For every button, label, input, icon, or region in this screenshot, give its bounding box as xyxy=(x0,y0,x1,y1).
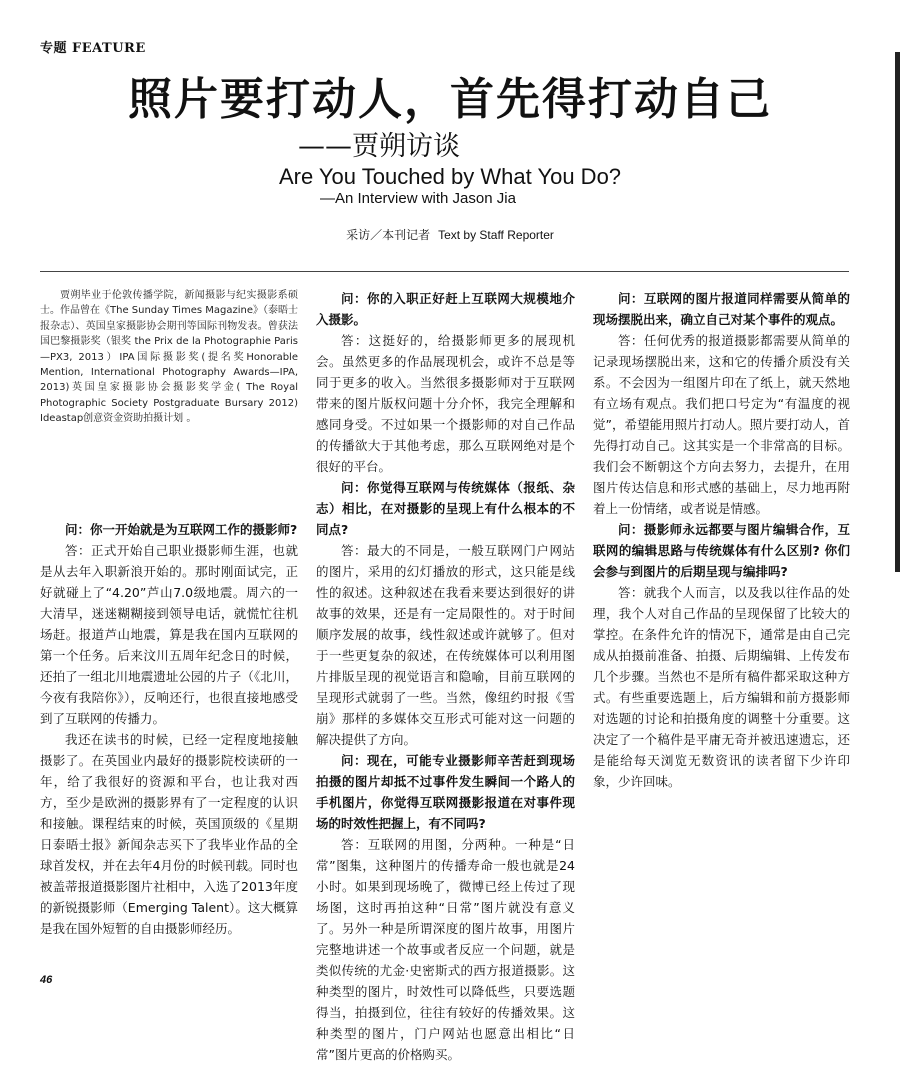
column-3 xyxy=(593,288,850,792)
question-paragraph: 问：现在，可能专业摄影师辛苦赶到现场拍摄的图片却抵不过事件发生瞬间一个路人的手机图片，你觉得互联网摄影报道在对事件现场的时效性把握上，有不同吗? xyxy=(316,753,575,831)
question-paragraph: 问：互联网的图片报道同样需要从简单的现场摆脱出来，确立自己对某个事件的观点。 xyxy=(593,291,850,327)
column-1 xyxy=(40,288,298,939)
answer-paragraph: 答：这挺好的，给摄影师更多的展现机会。虽然更多的作品展现机会，或许不总是等同于更多的收入。当然很多摄影师对于互联网带来的图片版权问题十分介怀，我完全理解和感同身受。不过如果一个摄影师的对自己作品的传播欲大于其他考虑，那么互联网绝对是个很好的平台。 xyxy=(316,333,575,474)
title-chinese: 照片要打动人，首先得打动自己 xyxy=(128,74,772,125)
question-paragraph: 问：你的入职正好赶上互联网大规模地介入摄影。 xyxy=(316,291,575,327)
page-number: 46 xyxy=(40,974,53,986)
subtitle-english: —An Interview with Jason Jia xyxy=(320,190,516,207)
page-edge-bar xyxy=(895,52,900,572)
answer-paragraph: 答：最大的不同是，一般互联网门户网站的图片，采用的幻灯播放的形式，这只能是线性的叙述。这种叙述在我看来要达到很好的讲故事的效果，还是有一定局限性的。对于时间顺序发展的故事，线性叙述或许就够了。但对于一些更复杂的叙述，在传统媒体可以利用图片排版呈现的视觉语言和隐喻，目前互联网的呈现形式就弱了一些。当然，像纽约时报《雪崩》那样的多媒体交互形式可能对这一问题的解决提供了方向。 xyxy=(316,543,575,747)
byline xyxy=(0,226,900,243)
column-2 xyxy=(316,288,575,1065)
question-paragraph: 问：摄影师永远都要与图片编辑合作，互联网的编辑思路与传统媒体有什么区别? 你们会参与到图片的后期呈现与编排吗? xyxy=(593,522,850,579)
answer-paragraph: 答：互联网的用图，分两种。一种是“日常”图集，这种图片的传播寿命一般也就是24小时。如果到现场晚了，微博已经上传过了现场图，这时再拍这种“日常”图片就没有意义了。另外一种是所谓深度的图片故事，用图片完整地讲述一个故事或者反应一个问题，就是类似传统的尤金·史密斯式的西方报道摄影。这种类型的图片，时效性可以降低些，只要选题得当，拍摄到位，往往有较好的传播效果。这种类型的图片，门户网站也愿意出相比“日常”图片更高的价格购买。 xyxy=(316,837,575,1062)
author-bio: 贾朔毕业于伦敦传播学院，新闻摄影与纪实摄影系硕士。作品曾在《The Sunday Times Magazine》（泰晤士报杂志）、英国皇家摄影协会期刊等国际刊物发表。曾获法国巴黎摄影奖（银奖 the Prix de la Photographie Paris —PX3, 2013）IPA国际摄影奖(提名奖Honorable Mention, International Photography Awards—IPA, 2013)英国皇家摄影协会摄影奖学金( The Royal Photographic Society Postgraduate Bursary 2012) Ideastap创意资金资助拍摄计划 。 xyxy=(40,290,298,425)
answer-paragraph: 我还在读书的时候，已经一定程度地接触摄影了。在英国业内最好的摄影院校读研的一年，给了我很好的资源和平台，也让我对西方，至少是欧洲的摄影界有了一定程度的认识和接触。课程结束的时候，英国顶级的《星期日泰晤士报》新闻杂志买下了我毕业作品的全球首发权，并在去年4月份的时候刊载。同时也被盖蒂报道摄影图片社相中，入选了2013年度的新锐摄影师（Emerging Talent）。这大概算是我在国外短暂的自由摄影师经历。 xyxy=(40,731,298,936)
answer-paragraph: 答：就我个人而言，以及我以往作品的处理，我个人对自己作品的呈现保留了比较大的掌控。在条件允许的情况下，通常是由自己完成从拍摄前准备、拍摄、后期编辑、上传发布几个步骤。当然也不是所有稿件都采取这种方式。有些重要选题上，后方编辑和前方摄影师对选题的讨论和拍摄角度的调整十分重要。这决定了一个稿件是平庸无奇并被迅速遗忘，还是能给每天浏览无数资讯的读者留下少许印象，少许回味。 xyxy=(593,585,850,789)
question-paragraph: 问：你觉得互联网与传统媒体（报纸、杂志）相比，在对摄影的呈现上有什么根本的不同点? xyxy=(316,480,575,537)
answer-paragraph: 答：正式开始自己职业摄影师生涯，也就是从去年入职新浪开始的。那时刚面试完，正好就碰上了“4.20”芦山7.0级地震。周六的一大清早，迷迷糊糊接到领导电话，就慌忙往机场赶。报道芦山地震，算是我在国内互联网的第一个任务。后来汶川五周年纪念日的时候，还拍了一组北川地震遗址公园的片子（《北川，今夜有我陪你》），反响还行，也很直接地感受到了互联网的传播力。 xyxy=(40,542,298,726)
byline-chinese: 采访／本刊记者 xyxy=(346,228,431,242)
byline-english: Text by Staff Reporter xyxy=(438,228,554,242)
header-divider xyxy=(40,271,849,272)
answer-paragraph: 答：任何优秀的报道摄影都需要从简单的记录现场摆脱出来，这和它的传播介质没有关系。不会因为一组图片印在了纸上，就天然地有立场有观点。我们把口号定为“有温度的视觉”，希望能用照片打动人。照片要打动人，首先得打动自己。这其实是一个非常高的目标。我们会不断朝这个方向去努力，去提升，在用图片传达信息和形式感的基础上，尽力地再附着上一份情绪，或者说是情感。 xyxy=(593,333,850,516)
title-english: Are You Touched by What You Do? xyxy=(278,164,622,189)
subtitle-chinese: ——贾朔访谈 xyxy=(298,131,460,162)
section-label: 专题 FEATURE xyxy=(40,41,146,56)
question-paragraph: 问：你一开始就是为互联网工作的摄影师? xyxy=(65,521,298,537)
